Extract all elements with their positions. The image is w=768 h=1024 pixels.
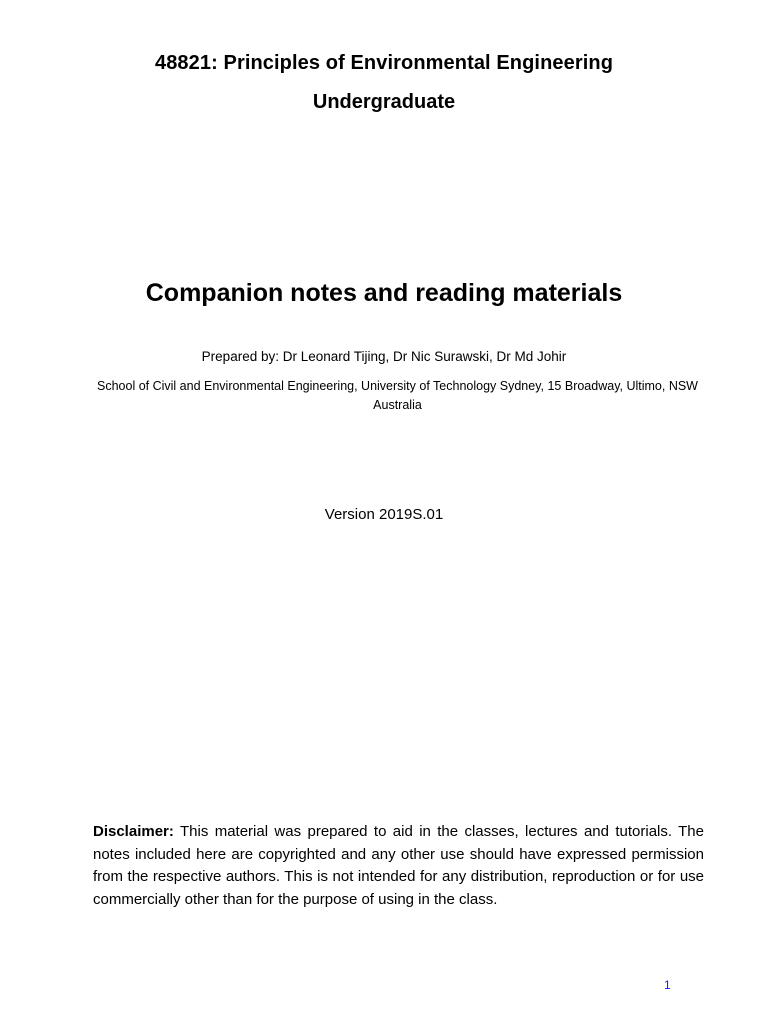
course-level: Undergraduate (312, 91, 456, 113)
disclaimer-paragraph (93, 821, 704, 911)
version-line: Version 2019S.01 (324, 506, 444, 523)
disclaimer-text: This material was prepared to aid in the classes, lectures and tutorials. The notes included here are copyrighted and any other use should have expressed permission from the respective authors. This is not intended for any distribution, reproduction or for use commercially other than for the purpose of using in the class. (93, 823, 704, 908)
document-title: Companion notes and reading materials (145, 279, 623, 307)
disclaimer-label: Disclaimer: (93, 823, 174, 840)
authors-line: Prepared by: Dr Leonard Tijing, Dr Nic Surawski, Dr Md Johir (201, 349, 567, 364)
course-title: 48821: Principles of Environmental Engineering (154, 52, 614, 74)
affiliation-line: School of Civil and Environmental Engineering, University of Technology Sydney, 15 Broadway, Ultimo, NSW Australia (97, 379, 698, 412)
page-number: 1 (664, 978, 671, 992)
